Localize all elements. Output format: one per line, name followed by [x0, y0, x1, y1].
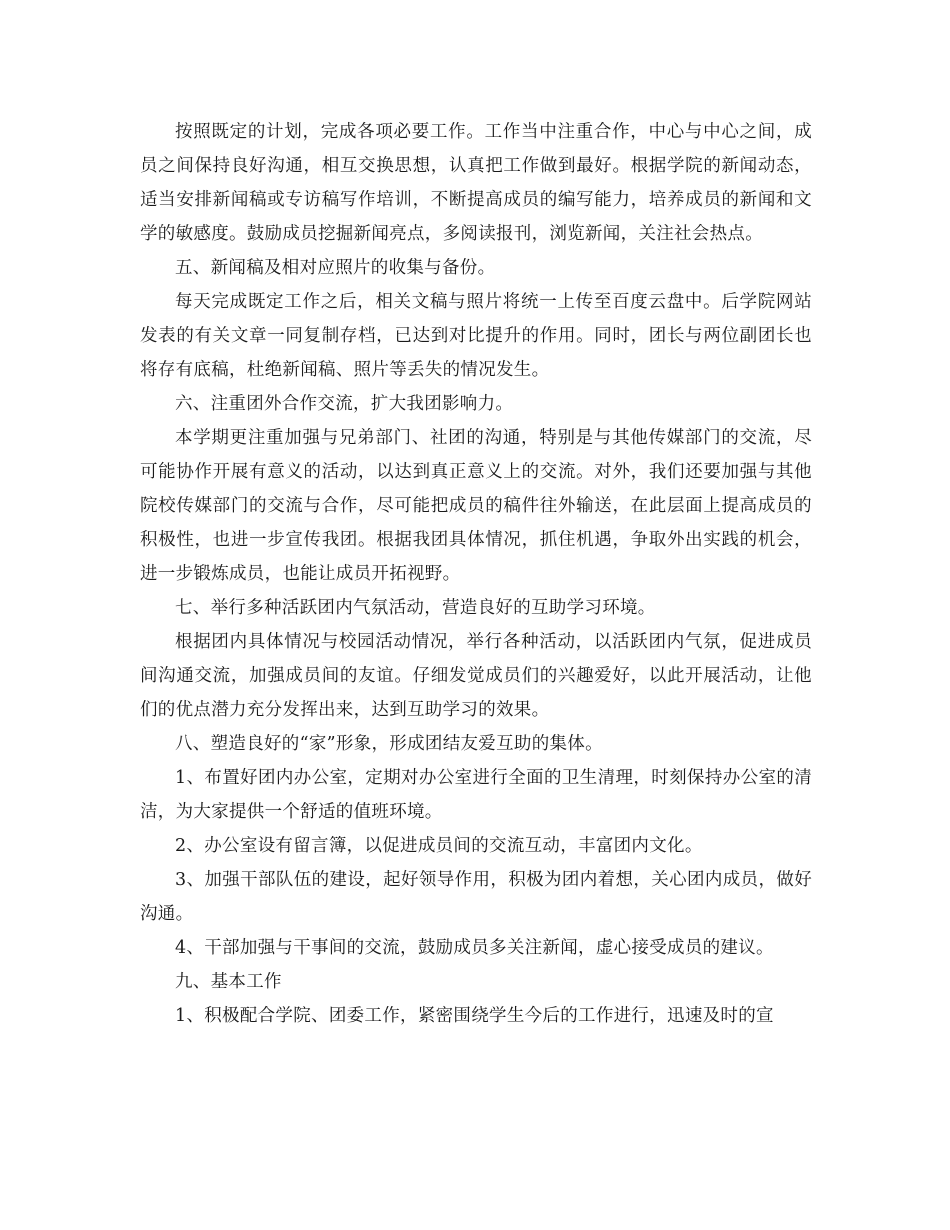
paragraph-backup: 每天完成既定工作之后，相关文稿与照片将统一上传至百度云盘中。后学院网站发表的有关文章一同复制存档，已达到对比提升的作用。同时，团长与两位副团长也将存有底稿，杜绝新闻稿、照片等丢失的情况发生。: [140, 292, 812, 380]
list-item-guestbook: 2、办公室设有留言簿，以促进成员间的交流互动，丰富团内文化。: [175, 836, 703, 856]
paragraph-plan-execution: 按照既定的计划，完成各项必要工作。工作当中注重合作，中心与中心之间，成员之间保持良好沟通，相互交换思想，认真把工作做到最好。根据学院的新闻动态，适当安排新闻稿或专访稿写作培训，不断提高成员的编写能力，培养成员的新闻和文学的敏感度。鼓励成员挖掘新闻亮点，多阅读报刊，浏览新闻，关注社会热点。: [140, 122, 812, 244]
list-item-office: 1、布置好团内办公室，定期对办公室进行全面的卫生清理，时刻保持办公室的清洁，为大家提供一个舒适的值班环境。: [140, 768, 812, 822]
paragraph-activities: 根据团内具体情况与校园活动情况，举行各种活动，以活跃团内气氛，促进成员间沟通交流，加强成员间的友谊。仔细发觉成员们的兴趣爱好，以此开展活动，让他们的优点潜力充分发挥出来，达到互助学习的效果。: [140, 632, 812, 720]
heading-section-7: 七、举行多种活跃团内气氛活动，营造良好的互助学习环境。: [175, 598, 656, 618]
heading-section-6: 六、注重团外合作交流，扩大我团影响力。: [175, 394, 514, 414]
paragraph-external-cooperation: 本学期更注重加强与兄弟部门、社团的沟通，特别是与其他传媒部门的交流，尽可能协作开展有意义的活动，以达到真正意义上的交流。对外，我们还要加强与其他院校传媒部门的交流与合作，尽可能把成员的稿件往外输送，在此层面上提高成员的积极性，也进一步宣传我团。根据我团具体情况，抓住机遇，争取外出实践的机会，进一步锻炼成员，也能让成员开拓视野。: [140, 428, 812, 584]
list-item-leadership: 3、加强干部队伍的建设，起好领导作用，积极为团内着想，关心团内成员，做好沟通。: [140, 870, 812, 924]
heading-section-9: 九、基本工作: [175, 972, 282, 992]
list-item-basic-work: 1、积极配合学院、团委工作，紧密围绕学生今后的工作进行，迅速及时的宣: [175, 1006, 774, 1026]
heading-section-5: 五、新闻稿及相对应照片的收集与备份。: [175, 258, 496, 278]
heading-section-8: 八、塑造良好的“家”形象，形成团结友爱互助的集体。: [175, 734, 603, 754]
document-body: [140, 115, 812, 1033]
list-item-communication: 4、干部加强与干事间的交流，鼓励成员多关注新闻，虚心接受成员的建议。: [175, 938, 774, 958]
